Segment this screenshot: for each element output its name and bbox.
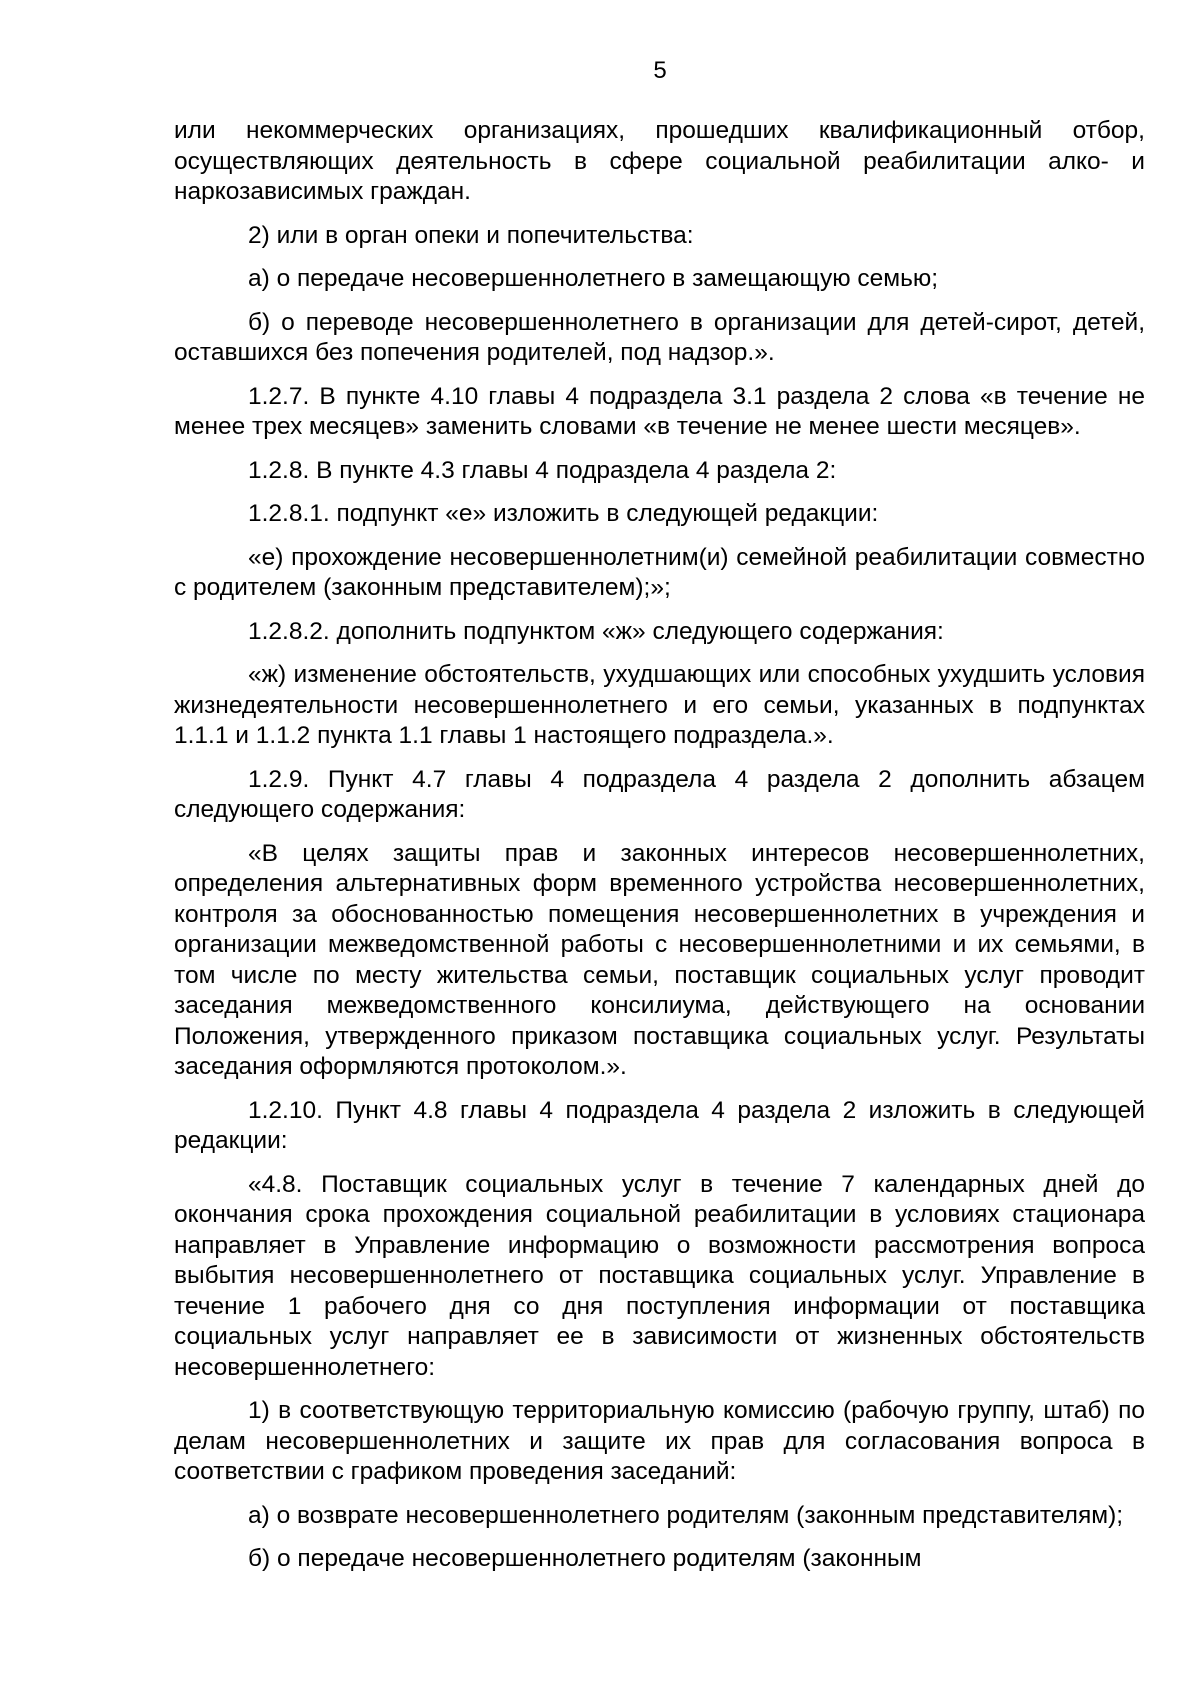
paragraph: а) о передаче несовершеннолетнего в замещающую семью; — [248, 265, 939, 292]
paragraph: «В целях защиты прав и законных интересов несовершеннолетних, определения альтернативных форм временного устройства несовершеннолетних, контроля за обоснованностью помещения несовершеннолетних в учреждения и организации межведомственной работы с несовершеннолетними и их семьями, в том числе по месту жительства семьи, поставщик социальных услуг проводит заседания межведомственного консилиума, действующего на основании Положения, утвержденного приказом поставщика социальных услуг. Результаты заседания оформляются протоколом.». — [174, 839, 1145, 1080]
paragraph: 1.2.8.2. дополнить подпунктом «ж» следующего содержания: — [248, 617, 944, 645]
paragraph: 1.2.8.1. подпункт «е» изложить в следующей редакции: — [248, 500, 879, 527]
paragraph: 1.2.9. Пункт 4.7 главы 4 подраздела 4 раздела 2 дополнить абзацем следующего содержания: — [174, 765, 1145, 823]
paragraph: «4.8. Поставщик социальных услуг в течение 7 календарных дней до окончания срока прохождения социальной реабилитации в условиях стационара направляет в Управление информацию о возможности рассмотрения вопроса выбытия несовершеннолетнего от поставщика социальных услуг. Управление в течение 1 рабочего дня со дня поступления информации от поставщика социальных услуг направляет ее в зависимости от жизненных обстоятельств несовершеннолетнего: — [174, 1170, 1145, 1381]
paragraph: 2) или в орган опеки и попечительства: — [248, 221, 694, 249]
paragraph: 1) в соответствующую территориальную комиссию (рабочую группу, штаб) по делам несовершеннолетних и защите их прав для согласования вопроса в соответствии с графиком проведения заседаний: — [174, 1397, 1145, 1485]
paragraph: б) о передаче несовершеннолетнего родителям (законным — [248, 1545, 922, 1572]
paragraph: «е) прохождение несовершеннолетним(и) семейной реабилитации совместно с родителем (законным представителем);»; — [174, 543, 1145, 601]
page-number: 5 — [653, 57, 667, 84]
paragraph: 1.2.7. В пункте 4.10 главы 4 подраздела 3.1 раздела 2 слова «в течение не менее трех месяцев» заменить словами «в течение не менее шести месяцев». — [174, 382, 1145, 440]
paragraph: б) о переводе несовершеннолетнего в организации для детей-сирот, детей, оставшихся без попечения родителей, под надзор.». — [174, 308, 1145, 366]
paragraph: «ж) изменение обстоятельств, ухудшающих или способных ухудшить условия жизнедеятельности несовершеннолетнего и его семьи, указанных в подпунктах 1.1.1 и 1.1.2 пункта 1.1 главы 1 настоящего подраздела.». — [174, 661, 1145, 749]
document-body — [174, 116, 1145, 1588]
paragraph: а) о возврате несовершеннолетнего родителям (законным представителям); — [248, 1501, 1124, 1529]
paragraph: или некоммерческих организациях, прошедших квалификационный отбор, осуществляющих деятельность в сфере социальной реабилитации алко- и наркозависимых граждан. — [174, 117, 1145, 205]
paragraph: 1.2.10. Пункт 4.8 главы 4 подраздела 4 раздела 2 изложить в следующей редакции: — [174, 1096, 1145, 1154]
paragraph: 1.2.8. В пункте 4.3 главы 4 подраздела 4 раздела 2: — [248, 456, 837, 484]
